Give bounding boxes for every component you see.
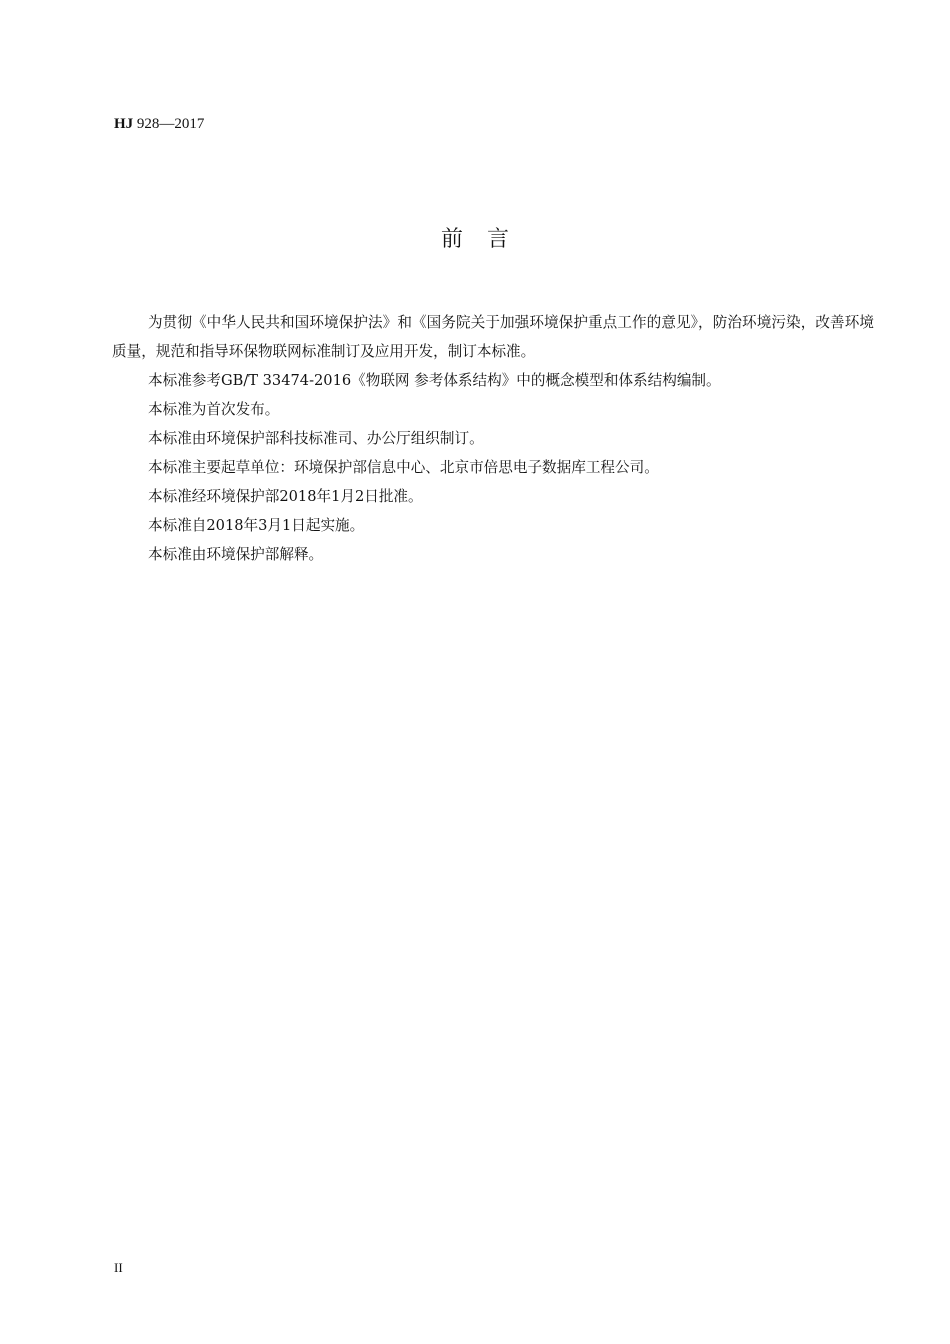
paragraph: 本标准为首次发布。: [148, 401, 280, 418]
standard-code: HJ: [114, 116, 134, 132]
paragraph: 本标准主要起草单位：环境保护部信息中心、北京市倍思电子数据库工程公司。: [148, 459, 659, 476]
paragraph: 本标准参考GB/T 33474-2016《物联网 参考体系结构》中的概念模型和体系结构编制。: [148, 372, 721, 389]
paragraph: 本标准经环境保护部2018年1月2日批准。: [148, 488, 423, 505]
page-number: II: [114, 1260, 123, 1275]
preface-body: [112, 308, 874, 569]
paragraph: 本标准由环境保护部解释。: [148, 546, 324, 563]
section-title: 前言: [440, 227, 533, 252]
paragraph: 本标准自2018年3月1日起实施。: [148, 517, 365, 534]
standard-number: 928—2017: [133, 116, 205, 132]
paragraph: 本标准由环境保护部科技标准司、办公厅组织制订。: [148, 430, 484, 447]
document-header: [114, 116, 204, 133]
paragraph: 为贯彻《中华人民共和国环境保护法》和《国务院关于加强环境保护重点工作的意见》，防治环境污染，改善环境质量，规范和指导环保物联网标准制订及应用开发，制订本标准。: [112, 314, 874, 360]
